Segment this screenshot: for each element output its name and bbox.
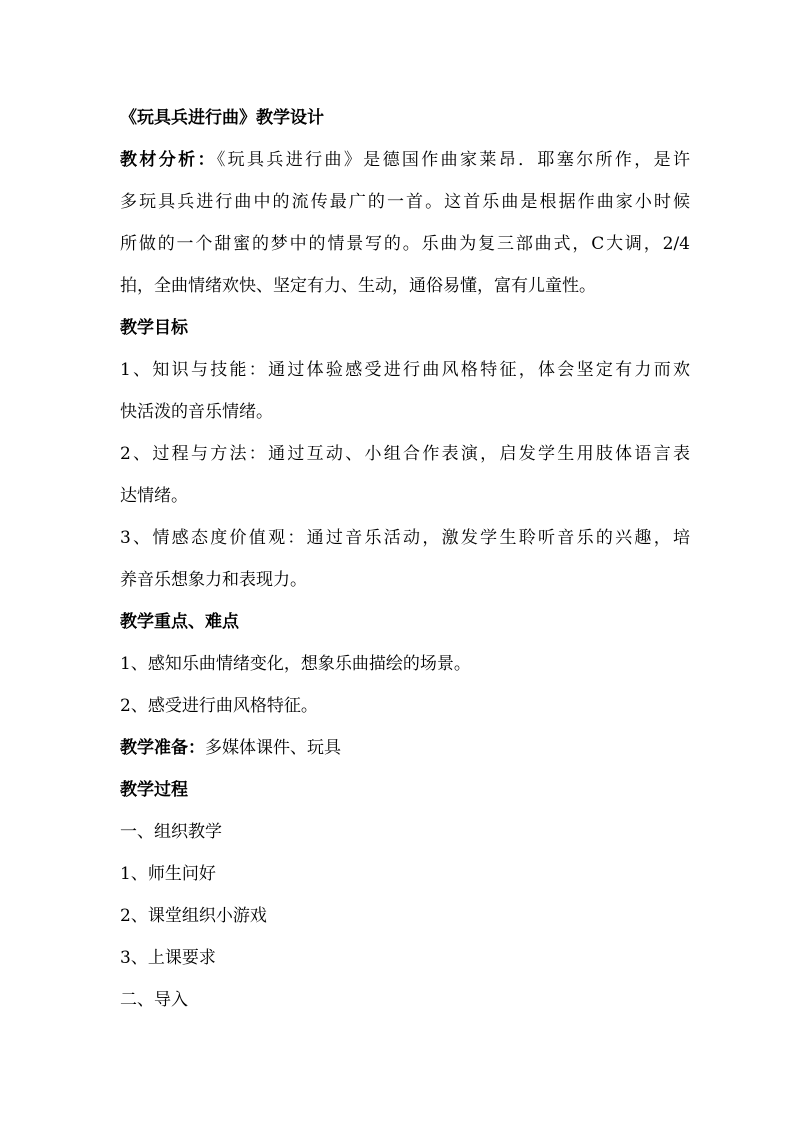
step-1-item-2: 2、课堂组织小游戏 — [120, 906, 267, 926]
step-1-item-1: 1、师生问好 — [120, 864, 216, 884]
analysis-label: 教材分析： — [120, 150, 217, 170]
goal-2-line-2: 达情绪。 — [120, 486, 188, 506]
goal-3-line-2: 养音乐想象力和表现力。 — [120, 570, 307, 590]
goal-1-line-2: 快活泼的音乐情绪。 — [120, 402, 273, 422]
analysis-line-3: 所做的一个甜蜜的梦中的情景写的。乐曲为复三部曲式，C大调，2/4 — [120, 234, 690, 254]
process-heading: 教学过程 — [120, 780, 188, 800]
key-point-2: 2、感受进行曲风格特征。 — [120, 696, 318, 716]
goals-heading: 教学目标 — [120, 318, 188, 338]
document-title: 《玩具兵进行曲》教学设计 — [120, 108, 324, 128]
step-1-heading: 一、组织教学 — [120, 822, 222, 842]
analysis-text-1: 《玩具兵进行曲》是德国作曲家莱昂．耶塞尔所作，是许 — [216, 150, 690, 170]
analysis-line-2: 多玩具兵进行曲中的流传最广的一首。这首乐曲是根据作曲家小时候 — [120, 192, 690, 212]
step-1-item-3: 3、上课要求 — [120, 948, 216, 968]
goal-2-line-1: 2、过程与方法：通过互动、小组合作表演，启发学生用肢体语言表 — [120, 444, 690, 464]
key-point-1: 1、感知乐曲情绪变化，想象乐曲描绘的场景。 — [120, 654, 471, 674]
key-points-heading: 教学重点、难点 — [120, 612, 239, 632]
analysis-line-1 — [120, 148, 690, 172]
preparation-line — [120, 736, 690, 760]
preparation-text: 多媒体课件、玩具 — [205, 738, 341, 758]
goal-3-line-1: 3、情感态度价值观：通过音乐活动，激发学生聆听音乐的兴趣，培 — [120, 528, 690, 548]
goal-1-line-1: 1、知识与技能：通过体验感受进行曲风格特征，体会坚定有力而欢 — [120, 360, 690, 380]
analysis-line-4: 拍，全曲情绪欢快、坚定有力、生动，通俗易懂，富有儿童性。 — [120, 276, 596, 296]
preparation-label: 教学准备： — [120, 738, 205, 758]
step-2-heading: 二、导入 — [120, 990, 188, 1010]
